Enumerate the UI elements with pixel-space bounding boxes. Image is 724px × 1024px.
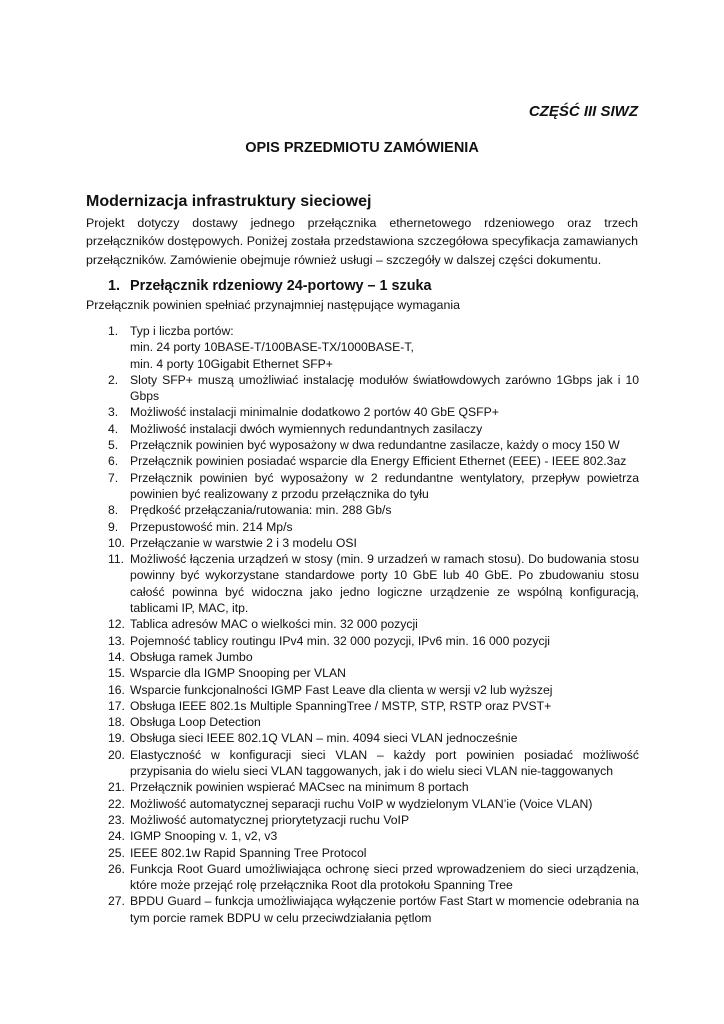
list-item-text <box>130 812 639 828</box>
list-item-number: 3. <box>108 405 119 420</box>
list-item-number: 2. <box>108 372 119 387</box>
list-item-text <box>130 649 639 665</box>
document-title: OPIS PRZEDMIOTU ZAMÓWIENIA <box>245 140 479 156</box>
list-item-text <box>130 470 639 503</box>
list-item-number: 5. <box>108 438 119 453</box>
list-item-number: 11. <box>108 552 125 567</box>
list-item-main-text: IEEE 802.1w Rapid Spanning Tree Protocol <box>130 845 367 860</box>
list-item <box>108 747 639 780</box>
list-item-text <box>130 502 639 518</box>
requirements-list <box>108 323 639 926</box>
list-item-main-text: IGMP Snooping v. 1, v2, v3 <box>130 829 278 844</box>
list-item-text <box>130 730 639 746</box>
list-item-number: 17. <box>108 698 125 713</box>
list-item-main-text: Możliwość instalacji minimalnie dodatkowo 2 portów 40 GbE QSFP+ <box>130 405 499 420</box>
list-item-main-text: Możliwość łączenia urządzeń w stosy (min. 9 urzadzeń w ramach stosu). Do budowania stosu powinny być wykorzystane standardowe porty 10 GbE lub 40 GbE. Po zbudowaniu stosu całość powinna być widoczna jako jedno logiczne urządzenie ze wspólną konfiguracją, tablicami IP, MAC, itp. <box>130 552 639 616</box>
list-item <box>108 502 639 518</box>
list-item <box>108 730 639 746</box>
subsection-heading <box>108 278 432 294</box>
list-item-main-text: Przełącznik powinien wspierać MACsec na minimum 8 portach <box>130 780 469 795</box>
list-item-text <box>130 698 639 714</box>
list-item-main-text: Możliwość automatycznej separacji ruchu VoIP w wydzielonym VLAN’ie (Voice VLAN) <box>130 796 593 811</box>
list-item-number: 12. <box>108 617 125 632</box>
list-item <box>108 535 639 551</box>
list-item <box>108 404 639 420</box>
list-item-text <box>130 845 639 861</box>
list-item-text <box>130 796 639 812</box>
list-item <box>108 812 639 828</box>
list-item-main-text: Przepustowość min. 214 Mp/s <box>130 519 293 534</box>
list-item-subline: min. 4 porty 10Gigabit Ethernet SFP+ <box>130 356 333 371</box>
list-item-text <box>130 616 639 632</box>
list-item-main-text: Pojemność tablicy routingu IPv4 min. 32 000 pozycji, IPv6 min. 16 000 pozycji <box>130 633 551 648</box>
list-item-number: 7. <box>108 470 119 485</box>
list-item-main-text: Przełącznik powinien być wyposażony w dwa redundantne zasilacze, każdy o mocy 150 W <box>130 438 620 453</box>
list-item-text <box>130 372 639 405</box>
list-item-text <box>130 714 639 730</box>
list-item-text <box>130 665 639 681</box>
list-item <box>108 779 639 795</box>
list-item-number: 22. <box>108 796 125 811</box>
list-item <box>108 649 639 665</box>
list-item <box>108 861 639 894</box>
list-item-number: 26. <box>108 861 125 876</box>
list-item-text <box>130 323 639 372</box>
list-item-number: 25. <box>108 845 125 860</box>
requirements-intro: Przełącznik powinien spełniać przynajmniej następujące wymagania <box>86 298 460 312</box>
list-item-text <box>130 421 639 437</box>
list-item-main-text: Wsparcie funkcjonalności IGMP Fast Leave dla clienta w wersji v2 lub wyższej <box>130 682 553 697</box>
list-item-text <box>130 747 639 780</box>
list-item-main-text: Elastyczność w konfiguracji sieci VLAN – każdy port powinien posiadać możliwość przypisania do wielu sieci VLAN taggowanych, jak i do wielu sieci VLAN nie-taggowanych <box>130 747 639 779</box>
intro-paragraph: Projekt dotyczy dostawy jednego przełącznika ethernetowego rdzeniowego oraz trzech przełączników dostępowych. Poniżej została przedstawiona szczegółowa specyfikacja zamawianych przełączników. Zamówienie obejmuje również usługi – szczegóły w dalszej części dokumentu. <box>86 216 638 267</box>
list-item-main-text: Prędkość przełączania/rutowania: min. 288 Gb/s <box>130 503 392 518</box>
list-item-main-text: Obsługa IEEE 802.1s Multiple SpanningTree / MSTP, STP, RSTP oraz PVST+ <box>130 698 552 713</box>
list-item-main-text: Obsługa ramek Jumbo <box>130 649 253 664</box>
list-item <box>108 893 639 926</box>
list-item-number: 10. <box>108 535 125 550</box>
list-item-main-text: Obsługa Loop Detection <box>130 715 261 730</box>
list-item-text <box>130 861 639 894</box>
list-item-number: 13. <box>108 633 125 648</box>
list-item-number: 1. <box>108 324 119 338</box>
list-item <box>108 372 639 405</box>
section-heading: Modernizacja infrastruktury sieciowej <box>86 193 372 210</box>
list-item <box>108 633 639 649</box>
list-item-text <box>130 828 639 844</box>
list-item <box>108 470 639 503</box>
list-item-number: 16. <box>108 682 125 697</box>
list-item <box>108 421 639 437</box>
list-item-number: 23. <box>108 812 125 827</box>
list-item-text <box>130 437 639 453</box>
list-item <box>108 828 639 844</box>
list-item-main-text: Wsparcie dla IGMP Snooping per VLAN <box>130 666 346 681</box>
list-item-main-text: Typ i liczba portów: <box>130 324 234 338</box>
list-item <box>108 796 639 812</box>
list-item-main-text: Przełączanie w warstwie 2 i 3 modelu OSI <box>130 535 357 550</box>
list-item-main-text: Możliwość instalacji dwóch wymiennych redundantnych zasilaczy <box>130 421 483 436</box>
list-item-number: 8. <box>108 503 119 518</box>
list-item <box>108 714 639 730</box>
list-item <box>108 665 639 681</box>
list-item-text <box>130 551 639 616</box>
list-item <box>108 682 639 698</box>
list-item-main-text: Możliwość automatycznej priorytetyzacji ruchu VoIP <box>130 812 410 827</box>
list-item-number: 18. <box>108 715 125 730</box>
list-item-main-text: Tablica adresów MAC o wielkości min. 32 000 pozycji <box>130 617 418 632</box>
list-item-subline: min. 24 porty 10BASE-T/100BASE-TX/1000BASE-T, <box>130 340 414 355</box>
list-item <box>108 616 639 632</box>
list-item-main-text: Obsługa sieci IEEE 802.1Q VLAN – min. 4094 sieci VLAN jednocześnie <box>130 731 518 746</box>
list-item <box>108 437 639 453</box>
list-item-number: 27. <box>108 894 125 909</box>
list-item-main-text: Przełącznik powinien być wyposażony w 2 redundantne wentylatory, przepływ powietrza powinien być realizowany z przodu przełącznika do tyłu <box>130 470 639 501</box>
list-item-text <box>130 453 639 469</box>
list-item-main-text: Funkcja Root Guard umożliwiająca ochronę sieci przed wprowadzeniem do sieci urządzenia, które może przejąć rolę przełącznika Root dla protokołu Spanning Tree <box>130 861 639 893</box>
list-item-text <box>130 633 639 649</box>
list-item-number: 20. <box>108 747 125 762</box>
list-item-main-text: BPDU Guard – funkcja umożliwiająca wyłączenie portów Fast Start w momencie odebrania na tym porcie ramek BDPU w celu przeciwdziałania pętlom <box>130 894 639 925</box>
list-item <box>108 453 639 469</box>
list-item-number: 19. <box>108 731 125 746</box>
list-item <box>108 519 639 535</box>
list-item-text <box>130 779 639 795</box>
list-item-number: 14. <box>108 649 125 664</box>
list-item-number: 9. <box>108 519 119 534</box>
list-item-number: 6. <box>108 454 119 469</box>
list-item-main-text: Sloty SFP+ muszą umożliwiać instalację modułów światłowdowych zarówno 1Gbps jak i 10 Gbps <box>130 372 639 404</box>
subsection-title: Przełącznik rdzeniowy 24-portowy – 1 szuka <box>130 278 432 294</box>
list-item-number: 15. <box>108 666 125 681</box>
list-item-number: 21. <box>108 780 125 795</box>
list-item-text <box>130 682 639 698</box>
list-item-text <box>130 893 639 926</box>
list-item-number: 4. <box>108 421 119 436</box>
list-item <box>108 551 639 616</box>
list-item-text <box>130 519 639 535</box>
part-label: CZĘŚĆ III SIWZ <box>528 103 638 120</box>
list-item-text <box>130 404 639 420</box>
list-item <box>108 698 639 714</box>
subsection-number: 1. <box>108 278 121 294</box>
list-item-main-text: Przełącznik powinien posiadać wsparcie dla Energy Efficient Ethernet (EEE) - IEEE 802.3az <box>130 454 627 469</box>
list-item <box>108 323 639 372</box>
list-item-text <box>130 535 639 551</box>
list-item-number: 24. <box>108 829 125 844</box>
list-item <box>108 845 639 861</box>
